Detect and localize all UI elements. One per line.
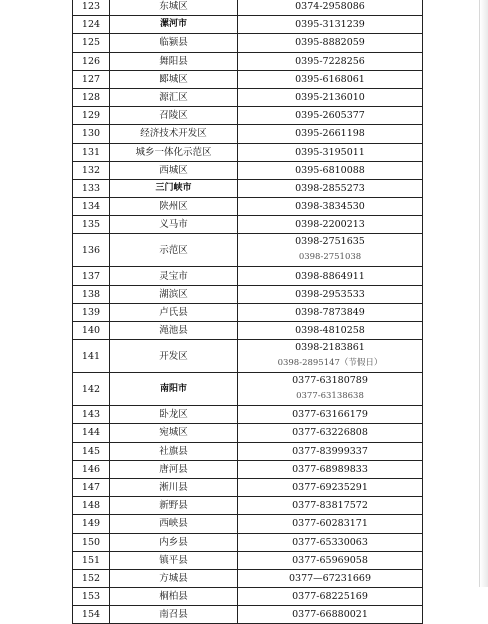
row-number: 127 — [73, 70, 110, 88]
table-row — [73, 478, 423, 496]
table-row — [73, 34, 423, 52]
table-row — [73, 52, 423, 70]
district-name: 经济技术开发区 — [110, 125, 238, 143]
row-number: 125 — [73, 34, 110, 52]
district-name: 临颍县 — [110, 34, 238, 52]
phone-cell: 0398-3834530 — [238, 198, 423, 216]
row-number: 129 — [73, 107, 110, 125]
table-row — [73, 216, 423, 234]
phone-cell: 0398-4810258 — [238, 322, 423, 340]
row-number: 154 — [73, 606, 110, 624]
table-row — [73, 303, 423, 321]
phone-cell: 0398-2855273 — [238, 179, 423, 197]
district-name: 源汇区 — [110, 88, 238, 106]
phone-cell: 0377-66880021 — [238, 606, 423, 624]
table-row — [73, 551, 423, 569]
row-number: 150 — [73, 533, 110, 551]
row-number: 140 — [73, 322, 110, 340]
phone-number-secondary: 0398-2895147（节假日） — [277, 358, 383, 369]
table-row — [73, 533, 423, 551]
row-number: 124 — [73, 16, 110, 34]
phone-cell: 0398-7873849 — [238, 303, 423, 321]
district-name: 方城县 — [110, 569, 238, 587]
table-row — [73, 0, 423, 16]
phone-cell — [238, 234, 423, 267]
row-number: 131 — [73, 143, 110, 161]
table-row — [73, 373, 423, 406]
table-row — [73, 198, 423, 216]
district-name: 城乡一体化示范区 — [110, 143, 238, 161]
row-number: 139 — [73, 303, 110, 321]
phone-cell: 0377-68225169 — [238, 588, 423, 606]
district-name: 渑池县 — [110, 322, 238, 340]
phone-cell: 0377-83999337 — [238, 442, 423, 460]
phone-cell: 0377-65330063 — [238, 533, 423, 551]
district-name: 义马市 — [110, 216, 238, 234]
row-number: 145 — [73, 442, 110, 460]
phone-cell: 0377-63226808 — [238, 424, 423, 442]
phone-number-secondary: 0377-63138638 — [296, 391, 364, 402]
district-name: 镇平县 — [110, 551, 238, 569]
district-name: 湖滨区 — [110, 285, 238, 303]
row-number: 153 — [73, 588, 110, 606]
district-name: 社旗县 — [110, 442, 238, 460]
district-name: 郾城区 — [110, 70, 238, 88]
row-number: 137 — [73, 267, 110, 285]
district-name: 卢氏县 — [110, 303, 238, 321]
row-number: 149 — [73, 515, 110, 533]
table-row — [73, 442, 423, 460]
row-number: 144 — [73, 424, 110, 442]
contact-table — [72, 0, 423, 624]
phone-cell — [238, 340, 423, 373]
table-row — [73, 606, 423, 624]
district-name: 西峡县 — [110, 515, 238, 533]
district-name: 舞阳县 — [110, 52, 238, 70]
row-number: 133 — [73, 179, 110, 197]
table-row — [73, 179, 423, 197]
row-number: 142 — [73, 373, 110, 406]
row-number: 148 — [73, 497, 110, 515]
district-name: 唐河县 — [110, 460, 238, 478]
row-number: 136 — [73, 234, 110, 267]
district-name: 宛城区 — [110, 424, 238, 442]
row-number: 143 — [73, 406, 110, 424]
phone-cell: 0395-2136010 — [238, 88, 423, 106]
city-name: 漯河市 — [110, 16, 238, 34]
table-row — [73, 424, 423, 442]
phone-cell: 0395-6168061 — [238, 70, 423, 88]
phone-cell: 0395-8882059 — [238, 34, 423, 52]
table-row — [73, 460, 423, 478]
phone-cell: 0377—67231669 — [238, 569, 423, 587]
phone-cell: 0395-3131239 — [238, 16, 423, 34]
table-row — [73, 125, 423, 143]
row-number: 141 — [73, 340, 110, 373]
contact-table-body — [73, 0, 423, 624]
row-number: 128 — [73, 88, 110, 106]
district-name: 陕州区 — [110, 198, 238, 216]
phone-cell: 0398-8864911 — [238, 267, 423, 285]
row-number: 138 — [73, 285, 110, 303]
district-name: 东城区 — [110, 0, 238, 16]
city-name: 三门峡市 — [110, 179, 238, 197]
city-name: 南阳市 — [110, 373, 238, 406]
phone-number: 0377-63180789 — [292, 375, 368, 387]
phone-cell: 0395-3195011 — [238, 143, 423, 161]
row-number: 151 — [73, 551, 110, 569]
phone-cell: 0395-7228256 — [238, 52, 423, 70]
phone-number-secondary: 0398-2751038 — [298, 252, 362, 263]
district-name: 开发区 — [110, 340, 238, 373]
table-row — [73, 161, 423, 179]
table-row — [73, 497, 423, 515]
phone-cell: 0374-2958086 — [238, 0, 423, 16]
phone-number: 0398-2751635 — [295, 236, 365, 248]
phone-cell: 0395-2605377 — [238, 107, 423, 125]
page-edge — [479, 0, 488, 587]
table-row — [73, 70, 423, 88]
row-number: 152 — [73, 569, 110, 587]
row-number: 135 — [73, 216, 110, 234]
phone-cell: 0395-2661198 — [238, 125, 423, 143]
table-row — [73, 285, 423, 303]
phone-cell: 0398-2953533 — [238, 285, 423, 303]
table-row — [73, 588, 423, 606]
row-number: 134 — [73, 198, 110, 216]
district-name: 灵宝市 — [110, 267, 238, 285]
table-row — [73, 16, 423, 34]
district-name: 召陵区 — [110, 107, 238, 125]
district-name: 桐柏县 — [110, 588, 238, 606]
phone-cell: 0398-2200213 — [238, 216, 423, 234]
table-row — [73, 515, 423, 533]
row-number: 126 — [73, 52, 110, 70]
table-row — [73, 88, 423, 106]
phone-cell: 0395-6810088 — [238, 161, 423, 179]
district-name: 内乡县 — [110, 533, 238, 551]
phone-cell — [238, 373, 423, 406]
phone-number: 0398-2183861 — [295, 342, 365, 354]
district-name: 西城区 — [110, 161, 238, 179]
table-row — [73, 143, 423, 161]
district-name: 新野县 — [110, 497, 238, 515]
table-row — [73, 107, 423, 125]
table-row — [73, 322, 423, 340]
row-number: 123 — [73, 0, 110, 16]
phone-cell: 0377-65969058 — [238, 551, 423, 569]
table-row — [73, 267, 423, 285]
district-name: 卧龙区 — [110, 406, 238, 424]
row-number: 130 — [73, 125, 110, 143]
phone-cell: 0377-69235291 — [238, 478, 423, 496]
phone-cell: 0377-63166179 — [238, 406, 423, 424]
table-row — [73, 406, 423, 424]
district-name: 南召县 — [110, 606, 238, 624]
table-row — [73, 340, 423, 373]
table-row — [73, 569, 423, 587]
district-name: 示范区 — [110, 234, 238, 267]
table-row — [73, 234, 423, 267]
phone-cell: 0377-68989833 — [238, 460, 423, 478]
phone-cell: 0377-60283171 — [238, 515, 423, 533]
row-number: 132 — [73, 161, 110, 179]
district-name: 淅川县 — [110, 478, 238, 496]
phone-cell: 0377-83817572 — [238, 497, 423, 515]
row-number: 146 — [73, 460, 110, 478]
row-number: 147 — [73, 478, 110, 496]
